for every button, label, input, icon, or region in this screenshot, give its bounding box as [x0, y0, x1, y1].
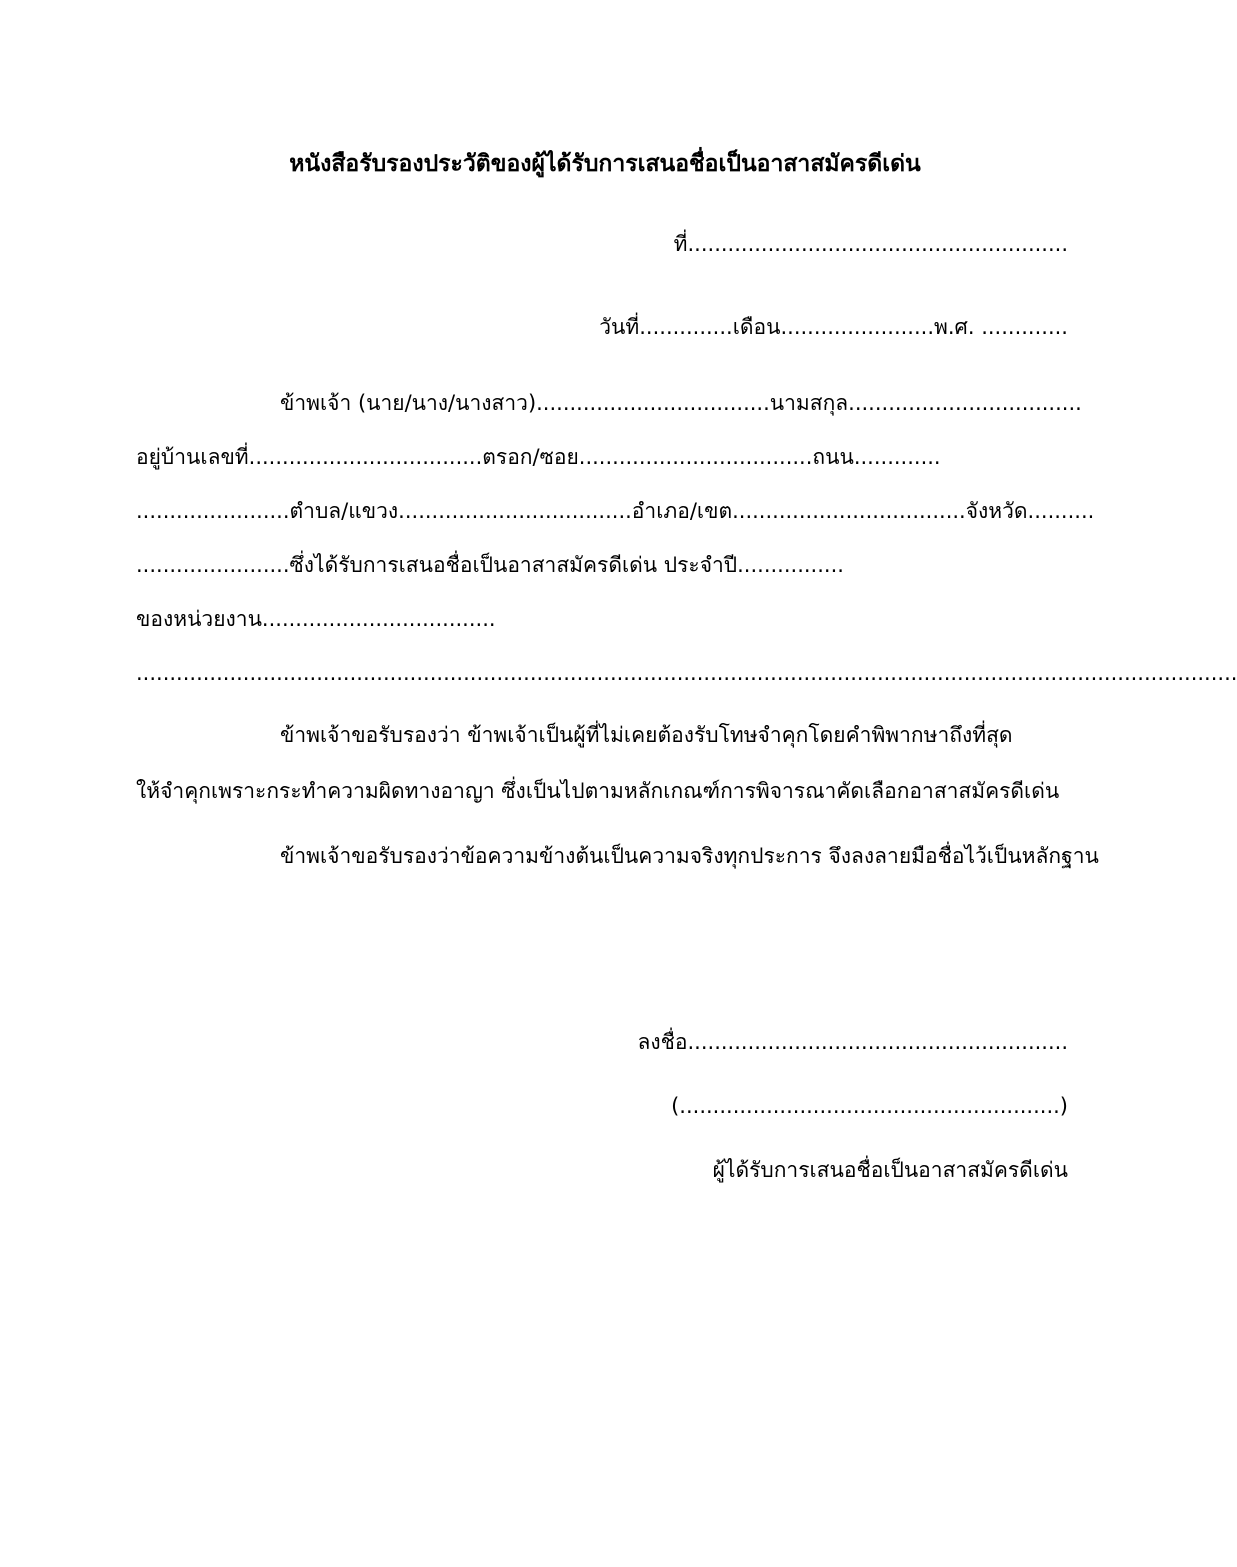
signer-role: ผู้ได้รับการเสนอชื่อเป็นอาสาสมัครดีเด่น: [712, 1158, 1068, 1182]
signature-line: ลงชื่อ.........................................................: [637, 1030, 1068, 1054]
date-line: วันที่..............เดือน.......................พ.ศ. .............: [599, 315, 1068, 339]
document-title: หนังสือรับรองประวัติของผู้ได้รับการเสนอชื่อเป็นอาสาสมัครดีเด่น: [289, 151, 921, 177]
agency-line: ของหน่วยงาน...................................: [136, 607, 496, 631]
blank-fill-line: .....................................................................................................................................................................: [136, 661, 1237, 685]
certification-line-2: ให้จำคุกเพราะกระทำความผิดทางอาญา ซึ่งเป็นไปตามหลักเกณฑ์การพิจารณาคัดเลือกอาสาสมัครดีเด่น: [136, 779, 1060, 803]
district-line: .......................ตำบล/แขวง...................................อำเภอ/เขต...................................จังหวัด..........: [136, 499, 1095, 523]
name-line: ข้าพเจ้า (นาย/นาง/นางสาว)...................................นามสกุล...................................: [280, 391, 1082, 415]
printed-name-line: (.........................................................): [671, 1094, 1068, 1118]
address-line: อยู่บ้านเลขที่...................................ตรอก/ซอย...................................ถนน.............: [136, 445, 941, 469]
certification-line-1: ข้าพเจ้าขอรับรองว่า ข้าพเจ้าเป็นผู้ที่ไม่เคยต้องรับโทษจำคุกโดยคำพิพากษาถึงที่สุด: [280, 723, 1013, 747]
certification-line-3: ข้าพเจ้าขอรับรองว่าข้อความข้างต้นเป็นความจริงทุกประการ จึงลงลายมือชื่อไว้เป็นหลักฐาน: [280, 844, 1099, 868]
reference-number-line: ที่.........................................................: [673, 232, 1068, 256]
nomination-year-line: .......................ซึ่งได้รับการเสนอชื่อเป็นอาสาสมัครดีเด่น ประจำปี................: [136, 553, 844, 577]
